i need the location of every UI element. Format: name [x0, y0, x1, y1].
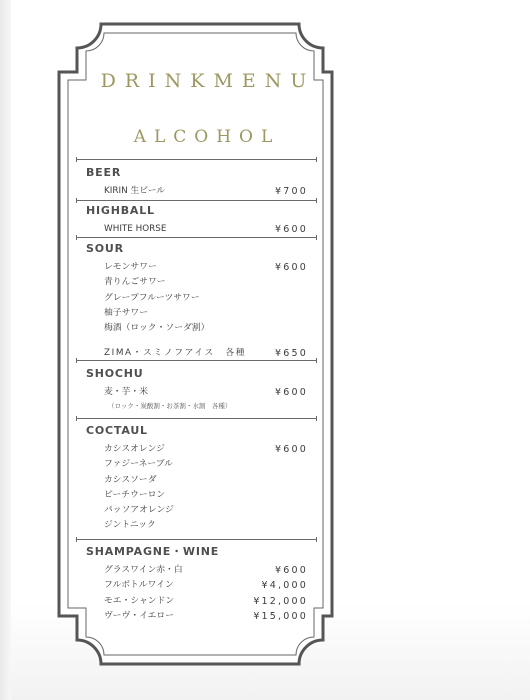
item-name: レモンサワー	[104, 262, 157, 272]
section-cocktail	[86, 424, 308, 534]
item-price: ¥12,000	[253, 595, 308, 607]
menu-item	[86, 488, 308, 503]
item-name: 青りんごサワー	[104, 277, 166, 288]
item-name: ヴーヴ・イエロー	[104, 610, 175, 621]
item-name: グレープフルーツサワー	[104, 292, 200, 303]
item-price: ¥700	[275, 186, 308, 197]
item-price: ¥600	[275, 262, 308, 273]
item-name: グラスワイン赤・白	[104, 565, 183, 575]
item-name: ジントニック	[104, 520, 156, 531]
menu-item	[86, 306, 308, 321]
section-wine	[86, 545, 308, 624]
section-heading: SHAMPAGNE・WINE	[86, 545, 220, 558]
item-name: 麦・芋・米	[104, 387, 148, 397]
menu-item	[86, 346, 308, 361]
item-price: ¥15,000	[253, 610, 308, 622]
menu-item	[86, 563, 308, 578]
item-name: ZIMA・スミノフアイス 各種	[104, 348, 247, 359]
section-heading: COCTAUL	[86, 424, 148, 437]
item-name: フルボトルワイン	[104, 580, 174, 591]
item-price: ¥600	[275, 444, 308, 455]
item-note: （ロック・炭酸割・お茶割・水割 各種）	[108, 402, 232, 411]
item-price: ¥600	[275, 224, 308, 235]
item-name: KIRIN 生ビール	[104, 186, 166, 196]
item-name: WHITE HORSE	[104, 224, 167, 234]
item-price: ¥600	[275, 565, 308, 576]
item-price: ¥600	[275, 387, 308, 398]
item-name: モエ・シャンドン	[104, 595, 175, 606]
menu-item	[86, 578, 308, 593]
menu-item	[86, 184, 308, 199]
menu-item	[86, 260, 308, 275]
menu-item	[86, 385, 308, 400]
menu-item	[86, 609, 308, 624]
section-heading: BEER	[86, 166, 122, 179]
item-name: パッソアオレンジ	[104, 505, 174, 516]
menu-item	[86, 275, 308, 290]
item-name: カシスソーダ	[104, 474, 157, 485]
section-heading: HIGHBALL	[86, 204, 155, 217]
item-price: ¥650	[275, 348, 308, 360]
item-name: 梅酒（ロック・ソーダ割）	[104, 323, 210, 334]
menu-item	[86, 457, 308, 472]
divider-beer	[76, 200, 317, 201]
item-name: ファジーネーブル	[104, 459, 173, 470]
section-heading: SHOCHU	[86, 367, 144, 380]
menu-item	[86, 473, 308, 488]
section-highball	[86, 204, 308, 237]
section-sour	[86, 242, 308, 362]
divider-top	[76, 159, 317, 160]
item-name: ピーチウーロン	[104, 489, 166, 500]
menu-item	[86, 291, 308, 306]
divider-shochu	[76, 418, 317, 419]
item-name: 柚子サワー	[104, 307, 148, 318]
menu-item	[86, 321, 308, 336]
divider-cocktail	[76, 539, 317, 540]
item-name: カシスオレンジ	[104, 444, 165, 454]
section-heading: SOUR	[86, 242, 124, 255]
menu-item	[86, 222, 308, 237]
menu-title: DRINKMENU	[100, 70, 316, 92]
menu-item	[86, 503, 308, 518]
menu-item	[86, 442, 308, 457]
section-beer	[86, 166, 308, 199]
menu-item	[86, 518, 308, 533]
section-shochu	[86, 367, 308, 412]
menu-subtitle: ALCOHOL	[133, 127, 281, 147]
menu-item	[86, 594, 308, 609]
item-price: ¥4,000	[261, 580, 308, 592]
